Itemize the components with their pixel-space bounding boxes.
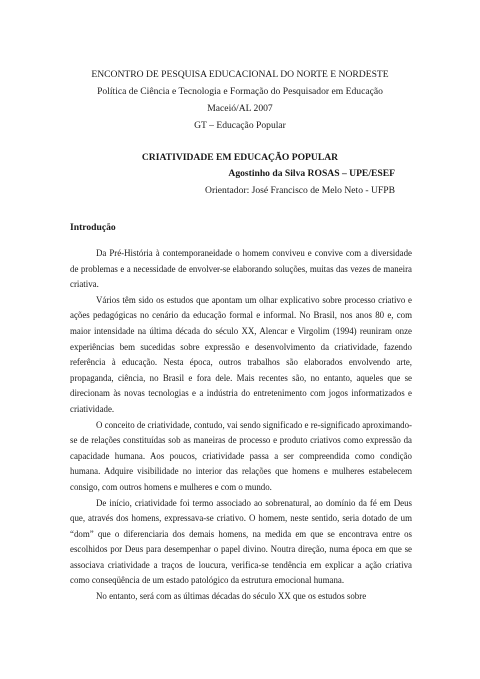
paragraph-3: O conceito de criatividade, contudo, vai sendo significado e re-significado aproximando-se de relações constituídas sob as maneiras de processo e produto criativos como expressão da capacidade humana. Aos poucos, criatividade passa a ser compreendida como condição humana. Adquire visibilidade no interior das relações que homens e mulheres estabelecem consigo, com outros homens e mulheres e com o mundo. <box>70 419 412 492</box>
paragraph-4: De início, criatividade foi termo associado ao sobrenatural, ao domínio da fé em Deus que, através dos homens, expressava-se criativo. O homem, neste sentido, seria dotado de um “dom” que o diferenciaria dos demais homens, na medida em que se encontrava entre os escolhidos por Deus para desempenhar o papel divino. Noutra direção, numa época em que se associava criatividade a traços de loucura, verifica-se tendência em explicar a ação criativa como conseqüência de um estado patológico da estrutura emocional humana. <box>70 497 412 586</box>
event-title: ENCONTRO DE PESQUISA EDUCACIONAL DO NORTE E NORDESTE <box>91 69 389 80</box>
author-line: Agostinho da Silva ROSAS – UPE/ESEF <box>228 168 395 179</box>
paragraph-2: Vários têm sido os estudos que apontam um olhar explicativo sobre processo criativo e ações pedagógicas no cenário da educação formal e informal. No Brasil, nos anos 80 e, com maior intensidade na última década do século XX, Alencar e Virgolim (1994) reuniram onze experiências bem sucedidas sobre expressão e desenvolvimento da criatividade, fazendo referência à educação. Nesta época, outros trabalhos são elaborados envolvendo arte, propaganda, ciência, no Brasil e fora dele. Mais recentes são, no entanto, aqueles que se direcionam às novas tecnologias e a indústria do entretenimento com jogos informatizados e criatividade. <box>70 294 412 414</box>
paragraph-1: Da Pré-História à contemporaneidade o homem conviveu e convive com a diversidade de problemas e a necessidade de envolver-se elaborando soluções, muitas das vezes de maneira criativa. <box>70 248 412 290</box>
working-group: GT – Educação Popular <box>194 120 286 131</box>
paragraph-5: No entanto, será com as últimas décadas do século XX que os estudos sobre <box>96 591 367 602</box>
body-text <box>70 246 412 605</box>
section-heading: Introdução <box>70 222 116 233</box>
event-theme: Política de Ciência e Tecnologia e Formação do Pesquisador em Educação <box>97 86 383 97</box>
event-location-year: Maceió/AL 2007 <box>207 103 273 114</box>
paper-title: CRIATIVIDADE EM EDUCAÇÃO POPULAR <box>141 152 339 163</box>
advisor-line: Orientador: José Francisco de Melo Neto - UFPB <box>205 185 395 196</box>
